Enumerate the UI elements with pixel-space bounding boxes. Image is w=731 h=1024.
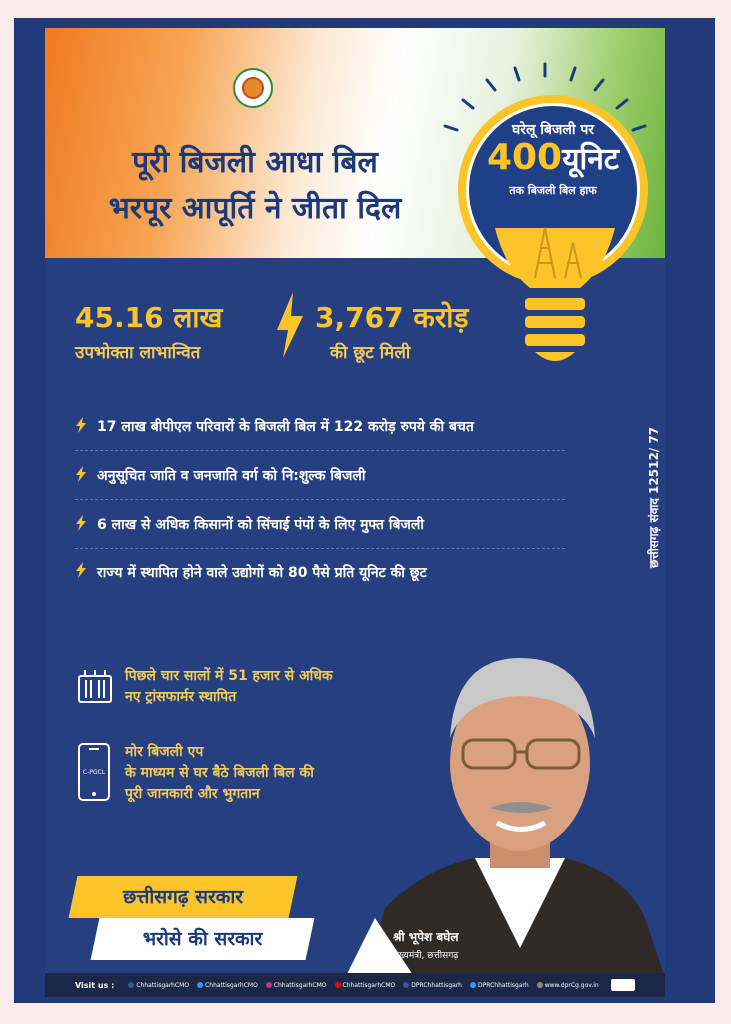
feature-app: [75, 742, 314, 808]
list-item: [75, 452, 565, 500]
release-number: छत्तीसगढ़ संवाद 12512/ 77: [647, 426, 661, 568]
cm-name: श्री भूपेश बघेल: [393, 930, 459, 944]
social-footer: [45, 973, 665, 997]
bullet-text: 6 लाख से अधिक किसानों को सिंचाई पंपों के लिए मुफ्त बिजली: [97, 517, 424, 533]
stat-discount-number: 3,767 करोड़: [315, 301, 469, 334]
bullet-text: राज्य में स्थापित होने वाले उद्योगों को 80 पैसे प्रति यूनिट की छूट: [97, 564, 427, 581]
youtube-icon: [335, 982, 341, 988]
stat-discount-label: की छूट मिली: [330, 343, 411, 363]
lightning-bolt-icon: [275, 290, 305, 360]
website-link[interactable]: www.dprCg.gov.in: [537, 982, 599, 989]
facebook-icon: [128, 982, 134, 988]
facebook-dpr-link[interactable]: DPRChhattisgarh: [403, 982, 462, 989]
dpr-logo: [611, 979, 635, 991]
banner-text: छत्तीसगढ़ सरकार: [122, 886, 244, 908]
feature-transformers: [75, 666, 333, 710]
youtube-link[interactable]: ChhattisgarhCMO: [335, 982, 396, 989]
bulb-unit: यूनिट: [562, 142, 620, 177]
bulb-headline: [466, 138, 640, 180]
lightning-bolt-icon: [75, 416, 97, 438]
bullet-text: अनुसूचित जाति व जनजाति वर्ग को नि:शुल्क बिजली: [97, 468, 366, 484]
bulb-number: 400: [486, 137, 563, 178]
feature-line: पूरी जानकारी और भुगतान: [125, 786, 260, 802]
twitter-dpr-link[interactable]: DPRChhattisgarh: [470, 982, 529, 989]
mobile-phone-icon: [75, 742, 125, 808]
lightning-bolt-icon: [75, 465, 97, 487]
light-bulb-icon: [475, 208, 635, 378]
banner-trust: [91, 918, 315, 960]
twitter-icon: [470, 982, 476, 988]
phone-label: C-PGCL: [82, 769, 106, 776]
facebook-link[interactable]: ChhattisgarhCMO: [128, 982, 189, 989]
chief-minister-portrait: [345, 618, 665, 978]
list-item: [75, 548, 565, 596]
stat-beneficiaries-number: 45.16 लाख: [75, 301, 223, 334]
banner-government: [69, 876, 298, 918]
instagram-link[interactable]: ChhattisgarhCMO: [266, 982, 327, 989]
lightning-bolt-icon: [75, 561, 97, 583]
headline-line-2: भरपूर आपूर्ति ने जीता दिल: [108, 191, 402, 226]
headline-line-1: पूरी बिजली आधा बिल: [132, 145, 378, 180]
state-emblem-icon: [233, 68, 273, 108]
instagram-icon: [266, 982, 272, 988]
bulb-caption-bottom: तक बिजली बिल हाफ: [509, 184, 597, 197]
bulb-caption-top: घरेलू बिजली पर: [511, 122, 595, 138]
feature-line: मोर बिजली एप: [125, 744, 204, 760]
cm-title: मुख्यमंत्री, छत्तीसगढ़: [393, 951, 459, 961]
twitter-link[interactable]: ChhattisgarhCMO: [197, 982, 258, 989]
visit-label: Visit us :: [75, 980, 115, 990]
globe-icon: [537, 982, 543, 988]
lightning-bolt-icon: [75, 514, 97, 536]
feature-line: नए ट्रांसफार्मर स्थापित: [125, 689, 237, 705]
poster: [45, 28, 665, 978]
twitter-icon: [197, 982, 203, 988]
list-item: [75, 501, 565, 549]
bullet-text: 17 लाख बीपीएल परिवारों के बिजली बिल में 122 करोड़ रुपये की बचत: [97, 419, 474, 435]
feature-line: पिछले चार सालों में 51 हजार से अधिक: [125, 668, 333, 684]
facebook-icon: [403, 982, 409, 988]
feature-line: के माध्यम से घर बैठे बिजली बिल की: [125, 765, 314, 781]
stat-beneficiaries-label: उपभोक्ता लाभान्वित: [75, 343, 201, 363]
transformer-icon: [75, 666, 125, 710]
banner-text: भरोसे की सरकार: [142, 928, 263, 950]
list-item: [75, 403, 565, 451]
